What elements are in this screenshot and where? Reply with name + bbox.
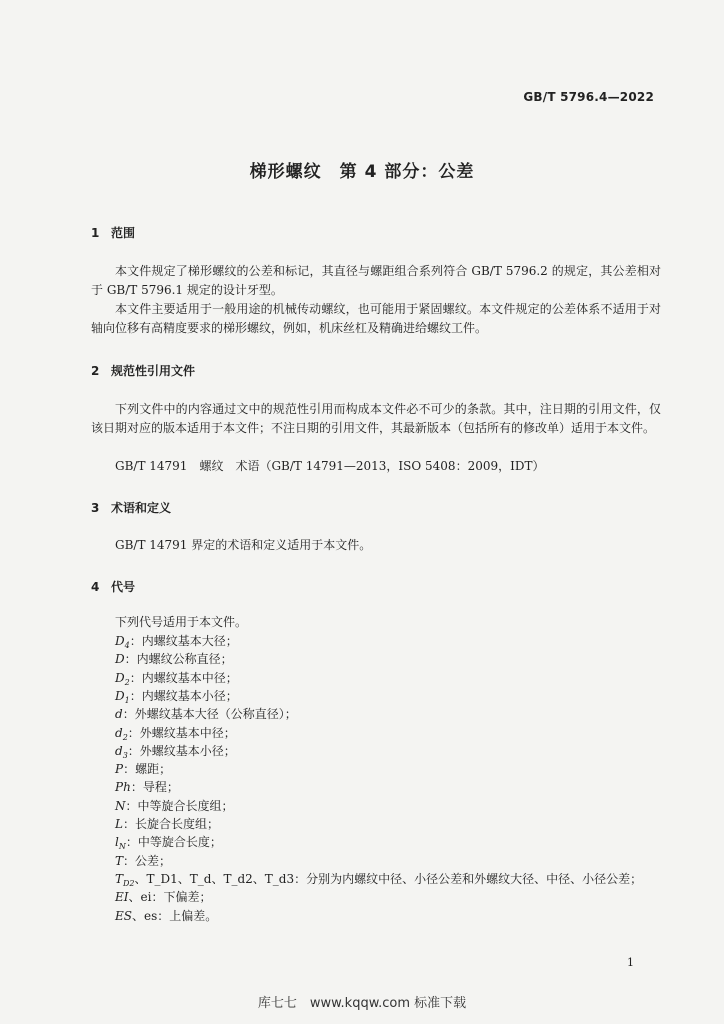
symbol-definition: ：内螺纹公称直径； <box>124 652 233 667</box>
section-2-paragraph-1: 下列文件中的内容通过文中的规范性引用而构成本文件必不可少的条款。其中，注日期的引用文件，仅该日期对应的版本适用于本文件；不注日期的引用文件，其最新版本（包括所有的修改单）适用于本文件。 <box>91 402 661 435</box>
page-number: 1 <box>627 956 634 969</box>
symbol-item <box>115 650 233 669</box>
symbol-subscript: 4 <box>124 641 130 650</box>
reference-gbt14791: GB/T 14791 螺纹 术语（GB/T 14791—2013，ISO 5408：2009，IDT） <box>115 459 545 473</box>
symbol-definition: ：内螺纹基本大径； <box>129 634 238 648</box>
symbol: N <box>115 798 126 813</box>
symbol: d <box>115 707 123 722</box>
symbol-definition: ：外螺纹基本中径； <box>127 725 236 740</box>
symbol-item <box>115 760 171 779</box>
symbol-definition: 、T_D1、T_d、T_d2、T_d3：分别为内螺纹中径、小径公差和外螺纹大径、中径、小径公差； <box>134 871 643 886</box>
symbol: P <box>115 762 124 777</box>
symbol-subscript: 2 <box>124 677 130 687</box>
symbol: T <box>115 853 124 868</box>
symbol: d <box>115 743 123 758</box>
symbol-item <box>115 705 297 724</box>
section-number: 3 <box>91 501 100 515</box>
symbol-item <box>115 907 217 926</box>
symbol-item <box>115 815 219 834</box>
section-title: 规范性引用文件 <box>111 364 196 378</box>
section-title: 代号 <box>111 580 136 594</box>
section-4-intro: 下列代号适用于本文件。 <box>115 615 248 629</box>
section-1-paragraph-2: 本文件主要适用于一般用途的机械传动螺纹，也可能用于紧固螺纹。本文件规定的公差体系不适用于对轴向位移有高精度要求的梯形螺纹，例如，机床丝杠及精确进给螺纹工件。 <box>91 302 661 335</box>
section-number: 4 <box>91 580 100 594</box>
section-2-heading <box>91 362 195 379</box>
symbol-subscript: 3 <box>122 750 128 760</box>
section-number: 1 <box>91 226 100 240</box>
symbol-definition: 、es：上偏差。 <box>131 908 218 923</box>
symbol-subscript: N <box>118 842 126 852</box>
symbol-subscript: D2 <box>123 878 135 888</box>
symbol-definition: ：长旋合长度组； <box>122 817 219 831</box>
symbol: EI <box>115 890 129 905</box>
symbol-definition: ：内螺纹基本中径； <box>129 670 238 685</box>
symbol-definition: ：中等旋合长度； <box>125 835 222 850</box>
symbol: D <box>115 688 125 703</box>
symbol: D <box>115 670 125 685</box>
symbol-definition: ：螺距； <box>123 762 172 777</box>
symbol-definition: ：外螺纹基本小径； <box>127 743 236 758</box>
symbol: L <box>115 817 123 831</box>
symbol-definition: ：外螺纹基本大径（公称直径）； <box>122 707 297 722</box>
symbol: D <box>115 652 125 667</box>
symbol-definition: ：公差； <box>123 853 172 868</box>
symbol: ES <box>115 908 132 923</box>
section-title: 术语和定义 <box>111 501 172 515</box>
symbol: T <box>115 871 124 886</box>
symbol-item <box>115 888 211 907</box>
symbol: l <box>115 835 119 850</box>
section-number: 2 <box>91 364 100 378</box>
section-title: 范围 <box>111 226 136 240</box>
symbol: Ph <box>115 780 131 795</box>
standard-number: GB/T 5796.4—2022 <box>523 90 654 104</box>
footer-watermark: 库七七 www.kqqw.com 标准下载 <box>257 996 467 1011</box>
section-3-heading <box>91 499 171 516</box>
symbol: D <box>115 634 125 648</box>
symbol-subscript: 1 <box>124 695 130 705</box>
symbol-item <box>115 852 171 871</box>
section-1-heading <box>91 224 135 241</box>
symbol-subscript: 2 <box>122 732 128 742</box>
section-3-paragraph-1: GB/T 14791 界定的术语和定义适用于本文件。 <box>115 538 372 552</box>
section-1-paragraph-1: 本文件规定了梯形螺纹的公差和标记，其直径与螺距组合系列符合 GB/T 5796.2 的规定，其公差相对于 GB/T 5796.1 规定的设计牙型。 <box>91 264 661 297</box>
section-4-heading <box>91 578 135 595</box>
symbol-item <box>115 797 234 816</box>
document-title: 梯形螺纹 第 4 部分：公差 <box>249 162 475 182</box>
symbol-definition: 、ei：下偏差； <box>128 890 212 905</box>
symbol-definition: ：导程； <box>130 780 179 795</box>
symbol-definition: ：中等旋合长度组； <box>125 798 234 813</box>
symbol: d <box>115 725 123 740</box>
symbol-definition: ：内螺纹基本小径； <box>129 688 238 703</box>
symbol-item <box>115 778 179 797</box>
